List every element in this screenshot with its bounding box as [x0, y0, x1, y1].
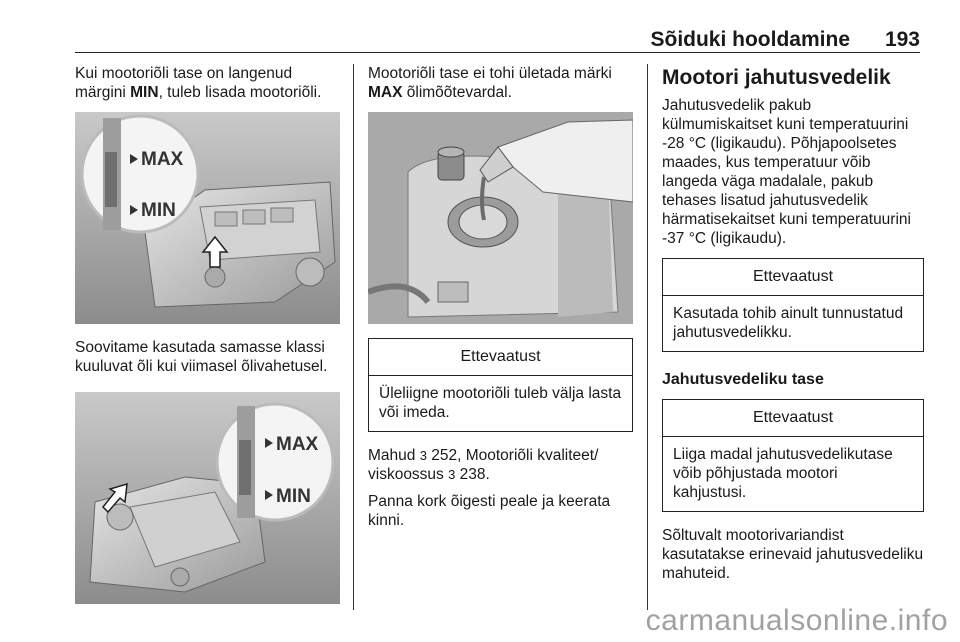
column-1: [75, 64, 340, 604]
column-3: [662, 66, 924, 591]
subsection-title-coolant-level: Jahutusvedeliku tase: [662, 371, 824, 388]
max-mark-text: MAX: [368, 84, 403, 101]
column-divider-1: [353, 64, 354, 610]
caution-body: Üleliigne mootoriõli tuleb välja lasta või imeda.: [379, 385, 622, 421]
column-2: [368, 64, 633, 538]
caution-heading: Ettevaatust: [663, 400, 923, 437]
caution-heading: Ettevaatust: [369, 339, 632, 376]
watermark: carmanualsonline.info: [645, 604, 948, 637]
paragraph-capacity-references: Mahud 3 252, Mootoriõli kvaliteet/ viskoossus 3 238.: [368, 447, 599, 483]
page-ref-icon: 3: [419, 448, 427, 463]
paragraph-oil-max: Mootoriõli tase ei tohi ületada märki MAX õlimõõtevardal.: [368, 65, 612, 101]
page-number: 193: [884, 28, 920, 51]
caution-heading: Ettevaatust: [663, 259, 923, 296]
paragraph-coolant-reservoirs: Sõltuvalt mootorivariandist kasutatakse erinevaid jahutusvedeliku mahuteid.: [662, 527, 924, 582]
fig2-max-label: MAX: [276, 434, 319, 455]
page-header: [75, 26, 920, 53]
paragraph-oil-class: Soovitame kasutada samasse klassi kuuluvat õli kui viimasel õlivahetusel.: [75, 339, 328, 375]
paragraph-oil-low: Kui mootoriõli tase on langenud märgini MIN, tuleb lisada mootoriõli.: [75, 65, 322, 101]
figure-dipstick-engine-2: [75, 392, 340, 604]
section-title-coolant: Mootori jahutusvedelik: [662, 66, 891, 89]
paragraph-coolant-protection: Jahutusvedelik pakub külmumiskaitset kuni temperatuurini -28 °C (ligikaudu). Põhjapoolsetes maades, kus temperatuur võib langeda väga madalale, pakub tehases lisatud jahutusvedelik härmatisekaitset kuni temperatuurini -37 °C (ligikaudu).: [662, 97, 911, 247]
fig1-max-label: MAX: [141, 149, 184, 170]
paragraph-cap: Panna kork õigesti peale ja keerata kinni.: [368, 493, 611, 529]
page-title: Sõiduki hooldamine: [650, 28, 850, 51]
figure-oil-filling: [368, 112, 633, 324]
page-ref-icon: 3: [448, 467, 456, 482]
fig2-min-label: MIN: [276, 486, 311, 507]
fig1-min-label: MIN: [141, 200, 176, 221]
min-mark-text: MIN: [130, 84, 159, 101]
caution-body: Kasutada tohib ainult tunnustatud jahutusvedelikku.: [673, 305, 904, 341]
column-divider-2: [647, 64, 648, 610]
caution-box-low-coolant: [662, 399, 924, 512]
caution-box-approved-coolant: [662, 258, 924, 352]
caution-body: Liiga madal jahutusvedelikutase võib põhjustada mootori kahjustusi.: [673, 446, 893, 501]
caution-box-excess-oil: [368, 338, 633, 432]
figure-dipstick-engine-1: [75, 112, 340, 324]
